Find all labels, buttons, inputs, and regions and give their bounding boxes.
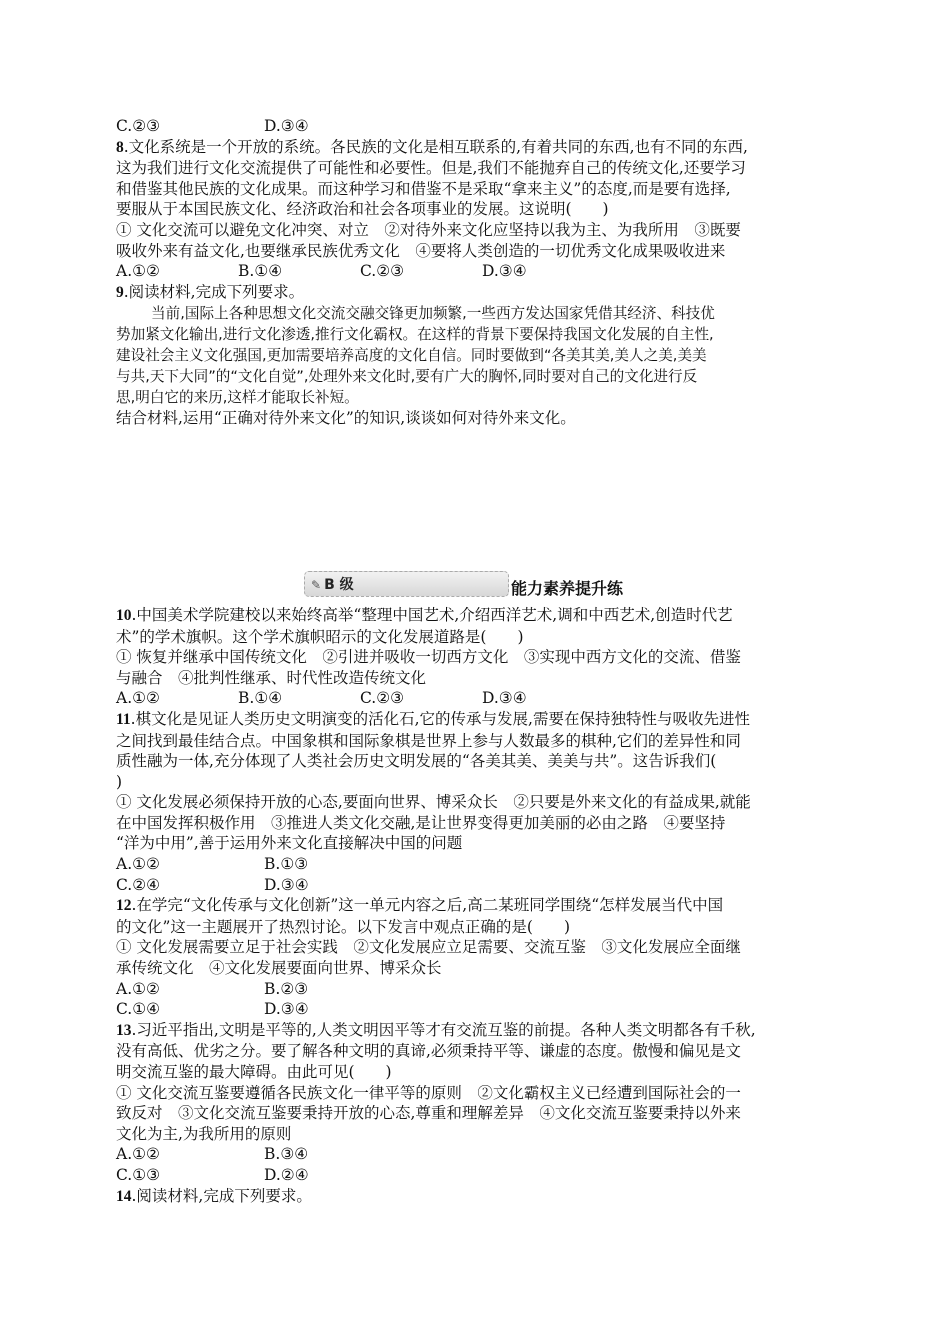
question-13-stem-line: 明交流互鉴的最大障碍。由此可见( ) <box>116 1063 392 1081</box>
option-c[interactable]: C.②④ <box>116 875 161 894</box>
question-8-stem-line: 这为我们进行文化交流提供了可能性和必要性。但是,我们不能抛弃自己的传统文化,还要学习 <box>116 159 746 178</box>
question-13 <box>116 1020 836 1186</box>
question-13-stem-line: 没有高低、优劣之分。要了解各种文明的真谛,必须秉持平等、谦虚的态度。傲慢和偏见是文 <box>116 1042 741 1061</box>
question-11-stem-line: 之间找到最佳结合点。中国象棋和国际象棋是世界上参与人数最多的棋种,它们的差异性和同 <box>116 731 741 750</box>
question-11-stem-line: 质性融为一体,充分体现了人类社会历史文明发展的“各美其美、美美与共”。这告诉我们( <box>116 752 717 771</box>
question-13-stem-line: 13.习近平指出,文明是平等的,人类文明因平等才有交流互鉴的前提。各种人类文明都各有千秋, <box>116 1020 756 1039</box>
level-label: B 级 <box>324 576 354 593</box>
option-d[interactable]: D.③④ <box>482 689 527 708</box>
question-13-item-line: 文化为主,为我所用的原则 <box>116 1124 292 1143</box>
question-11-stem-line: 11.棋文化是见证人类历史文明演变的活化石,它的传承与发展,需要在保持独特性与吸收先进性 <box>116 709 750 728</box>
question-13-item-line: ① 文化交流互鉴要遵循各民族文化一律平等的原则 ②文化霸权主义已经遭到国际社会的一 <box>116 1083 741 1102</box>
question-11-item-line: 在中国发挥积极作用 ③推进人类文化交融,是让世界变得更加美丽的必由之路 ④要坚持 <box>116 813 726 832</box>
question-8-options <box>116 261 836 282</box>
question-13-options-row-1 <box>116 1144 836 1165</box>
question-11-stem-line: ) <box>116 772 123 791</box>
option-b[interactable]: B.①④ <box>238 689 283 708</box>
question-8-stem-line: 和借鉴其他民族的文化成果。而这种学习和借鉴不是采取“拿来主义”的态度,而是要有选择, <box>116 179 731 198</box>
option-d[interactable]: D.③④ <box>264 117 309 135</box>
option-d[interactable]: D.②④ <box>264 1165 309 1184</box>
section-title: 能力素养提升练 <box>511 578 624 598</box>
question-number: 9 <box>116 283 124 301</box>
question-8-stem-line: 8.文化系统是一个开放的系统。各民族的文化是相互联系的,有着共同的东西,也有不同的东西, <box>116 137 748 156</box>
worksheet-page <box>116 116 836 1207</box>
option-c[interactable]: C.①③ <box>116 1165 161 1184</box>
option-d[interactable]: D.③④ <box>264 875 309 894</box>
question-10-stem-line: 术”的学术旗帜。这个学术旗帜昭示的文化发展道路是( ) <box>116 627 524 646</box>
question-number: 14 <box>116 1187 132 1205</box>
question-13-item-line: 致反对 ③文化交流互鉴要秉持开放的心态,尊重和理解差异 ④文化交流互鉴要秉持以外来 <box>116 1104 741 1123</box>
option-b[interactable]: B.①④ <box>238 262 283 281</box>
option-c[interactable]: C.①④ <box>116 1000 161 1019</box>
option-d[interactable]: D.③④ <box>482 262 527 281</box>
option-a[interactable]: A.①② <box>116 689 160 708</box>
question-number: 12 <box>116 897 132 915</box>
material-line: 思,明白它的来历,这样才能取长补短。 <box>116 389 359 407</box>
question-12-options-row-1 <box>116 979 836 1000</box>
option-d[interactable]: D.③④ <box>264 1000 309 1019</box>
option-c[interactable]: C.②③ <box>116 117 161 135</box>
question-11-options-row-2 <box>116 875 836 896</box>
question-9-task: 结合材料,运用“正确对待外来文化”的知识,谈谈如何对待外来文化。 <box>116 409 576 428</box>
question-10-stem-line: 10.中国美术学院建校以来始终高举“整理中国艺术,介绍西洋艺术,调和中西艺术,创造时代艺 <box>116 605 733 624</box>
option-c[interactable]: C.②③ <box>360 689 405 708</box>
question-11-item-line: ① 文化发展必须保持开放的心态,要面向世界、博采众长 ②只要是外来文化的有益成果,就能 <box>116 793 751 812</box>
question-14-intro: 14.阅读材料,完成下列要求。 <box>116 1186 312 1205</box>
option-a[interactable]: A.①② <box>116 262 160 281</box>
option-b[interactable]: B.①③ <box>264 855 309 874</box>
question-12 <box>116 895 836 1020</box>
question-10-options <box>116 688 836 709</box>
question-12-stem-line: 的文化”这一主题展开了热烈讨论。以下发言中观点正确的是( ) <box>116 917 571 936</box>
option-a[interactable]: A.①② <box>116 855 160 874</box>
material-line: 建设社会主义文化强国,更加需要培养高度的文化自信。同时要做到“各美其美,美人之美,美美 <box>116 347 707 365</box>
material-line: 势加紧文化输出,进行文化渗透,推行文化霸权。在这样的背景下要保持我国文化发展的自主性, <box>116 326 714 344</box>
question-12-stem-line: 12.在学完“文化传承与文化创新”这一单元内容之后,高二某班同学围绕“怎样发展当代中国 <box>116 896 724 915</box>
section-header <box>116 571 836 605</box>
question-number: 13 <box>116 1021 132 1039</box>
question-10-item-line: 与融合 ④批判性继承、时代性改造传统文化 <box>116 668 427 687</box>
question-12-item-line: ① 文化发展需要立足于社会实践 ②文化发展应立足需要、交流互鉴 ③文化发展应全面继 <box>116 938 741 957</box>
question-8-item-line: ① 文化交流可以避免文化冲突、对立 ②对待外来文化应坚持以我为主、为我所用 ③既要 <box>116 220 741 239</box>
option-c[interactable]: C.②③ <box>360 262 405 281</box>
question-11-item-line: “洋为中用”,善于运用外来文化直接解决中国的问题 <box>116 834 463 853</box>
option-a[interactable]: A.①② <box>116 1145 160 1164</box>
option-b[interactable]: B.②③ <box>264 979 309 998</box>
question-12-item-line: 承传统文化 ④文化发展要面向世界、博采众长 <box>116 959 442 978</box>
question-11-options-row-1 <box>116 854 836 875</box>
question-11 <box>116 709 836 895</box>
material-line: 与共,天下大同”的“文化自觉”,处理外来文化时,要有广大的胸怀,同时要对自己的文化进行反 <box>116 368 698 386</box>
question-number: 8 <box>116 138 124 156</box>
previous-question-options <box>116 116 836 137</box>
question-8-stem-line: 要服从于本国民族文化、经济政治和社会各项事业的发展。这说明( ) <box>116 200 609 219</box>
question-8-item-line: 吸收外来有益文化,也要继承民族优秀文化 ④要将人类创造的一切优秀文化成果吸收进来 <box>116 241 726 260</box>
question-9 <box>116 282 836 559</box>
level-badge <box>304 571 509 597</box>
question-9-intro: 9.阅读材料,完成下列要求。 <box>116 282 305 301</box>
option-a[interactable]: A.①② <box>116 979 160 998</box>
answer-space[interactable] <box>116 429 836 559</box>
question-8 <box>116 137 836 282</box>
question-number: 11 <box>116 710 131 728</box>
material-line: 当前,国际上各种思想文化交流交融交锋更加频繁,一些西方发达国家凭借其经济、科技优 <box>151 305 715 323</box>
question-10 <box>116 605 836 709</box>
question-14 <box>116 1186 836 1208</box>
question-13-options-row-2 <box>116 1165 836 1186</box>
question-12-options-row-2 <box>116 999 836 1020</box>
pencil-icon: ✎ <box>311 577 322 592</box>
question-number: 10 <box>116 606 132 624</box>
question-10-item-line: ① 恢复并继承中国传统文化 ②引进并吸收一切西方文化 ③实现中西方文化的交流、借鉴 <box>116 648 741 667</box>
option-b[interactable]: B.③④ <box>264 1145 309 1164</box>
